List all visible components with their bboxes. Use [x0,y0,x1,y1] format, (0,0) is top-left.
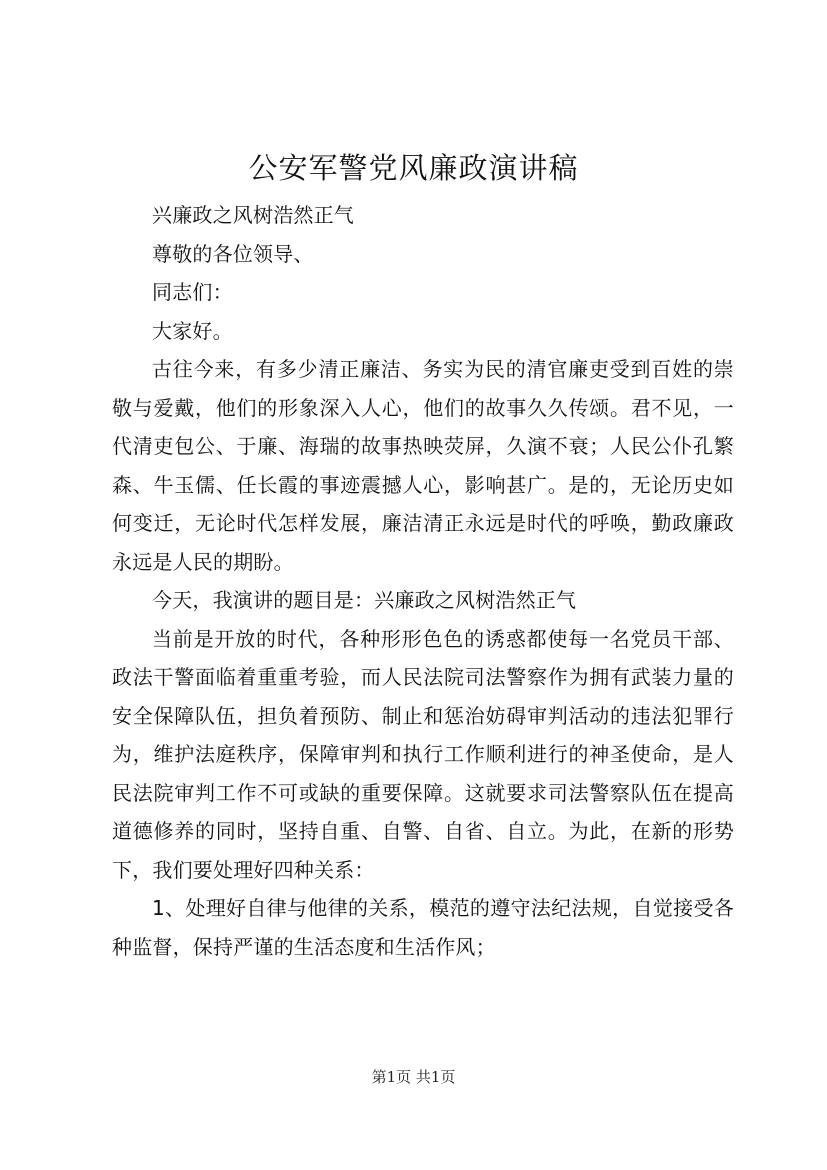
document-title: 公安军警党风廉政演讲稿 [248,151,579,185]
paragraph-topic: 今天，我演讲的题目是：兴廉政之风树浩然正气 [152,588,577,612]
paragraph-salutation-leaders: 尊敬的各位领导、 [152,241,314,266]
paragraph-history: 古往今来，有多少清正廉洁、务实为民的清官廉吏受到百姓的崇敬与爱戴，他们的形象深入人心，他们的故事久久传颂。君不见，一代清吏包公、于廉、海瑞的故事热映荧屏，久演不衰；人民公仆孔繁森、牛玉儒、任长霞的事迹震撼人心，影响甚广。是的，无论历史如何变迁，无论时代怎样发展，廉洁清正永远是时代的呼唤，勤政廉政永远是人民的期盼。 [112,357,734,574]
document-body [112,196,734,966]
paragraph-subtitle: 兴廉政之风树浩然正气 [152,203,354,227]
paragraph-point-one: 1、处理好自律与他律的关系，模范的遵守法纪法规，自觉接受各种监督，保持严谨的生活态度和生活作风； [112,896,734,959]
paragraph-salutation-comrades: 同志们： [152,280,233,304]
paragraph-current-situation: 当前是开放的时代，各种形形色色的诱惑都使每一名党员干部、政法干警面临着重重考验，而人民法院司法警察作为拥有武装力量的安全保障队伍，担负着预防、制止和惩治妨碍审判活动的违法犯罪行为，维护法庭秩序，保障审判和执行工作顺利进行的神圣使命，是人民法院审判工作不可或缺的重要保障。这就要求司法警察队伍在提高道德修养的同时，坚持自重、自警、自省、自立。为此，在新的形势下，我们要处理好四种关系： [112,626,734,882]
page-number-footer: 第1页 共1页 [371,1068,456,1086]
paragraph-greeting: 大家好。 [152,318,233,343]
